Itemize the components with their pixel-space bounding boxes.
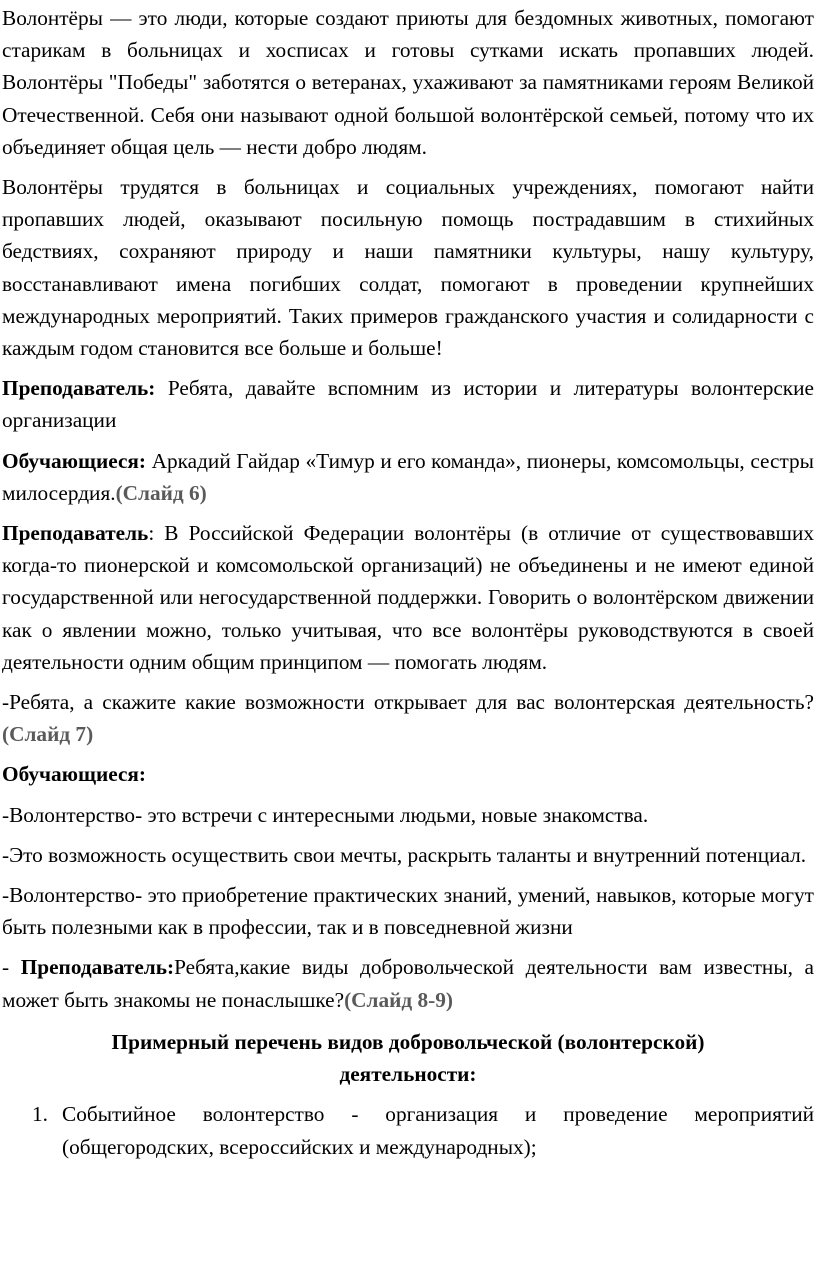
dash-prefix: -: [2, 955, 21, 980]
dialogue-teacher-1: [2, 372, 814, 436]
list-item-number: 1.: [32, 1102, 48, 1127]
intro-paragraph: Волонтёры — это люди, которые создают приюты для бездомных животных, помогают старикам в больницах и хосписах и готовы сутками искать пропавших людей. Волонтёры "Победы" заботятся о ветеранах, ухаживают за памятниками героям Великой Отечественной. Себя они называют одной большой волонтёрской семьей, потому что их объединяет общая цель — нести добро людям.: [2, 6, 814, 159]
list-item-text: Событийное волонтерство - организация и проведение мероприятий (общегородских, всероссийских и международных);: [62, 1102, 814, 1159]
slide-reference: (Слайд 7): [2, 722, 94, 747]
slide-reference: (Слайд 6): [115, 480, 207, 505]
speaker-label: Преподаватель:: [2, 376, 156, 401]
answer-2: -Это возможность осуществить свои мечты, раскрыть таланты и внутренний потенциал.: [2, 842, 807, 867]
speaker-label: Преподаватель:: [20, 955, 175, 980]
speaker-label: Преподаватель: [2, 521, 149, 546]
dialogue-teacher-3: [2, 951, 814, 1015]
section-heading: Примерный перечень видов добровольческой (волонтерской) деятельности:: [111, 1029, 705, 1087]
answer-3: -Волонтерство- это приобретение практических знаний, умений, навыков, которые могут быть полезными как в профессии, так и в повседневной жизни: [2, 883, 814, 940]
dialogue-text: : В Российской Федерации волонтёры (в отличие от существовавших когда-то пионерской и комсомольской организаций) не объединены и не имеют единой государственной или негосударственной поддержки. Говорить о волонтёрском движении как о явлении можно, только учитывая, что все волонтёры руководствуются в своей деятельности одним общим принципом — помогать людям.: [2, 521, 814, 674]
dialogue-students-1: [2, 445, 814, 509]
dialogue-teacher-2: [2, 517, 814, 678]
dialogue-students-2: [2, 758, 814, 790]
list-item: [2, 1098, 814, 1162]
activity-list: [2, 1098, 814, 1162]
dialogue-text: Ребята,какие виды добровольческой деятельности вам известны, а может быть знакомы не понаслышке?: [2, 955, 814, 1012]
question-paragraph: [2, 686, 814, 750]
dialogue-text: Ребята, давайте вспомним из истории и литературы волонтерские организации: [2, 376, 814, 433]
dialogue-text: Аркадий Гайдар «Тимур и его команда», пионеры, комсомольцы, сестры милосердия.: [2, 448, 814, 505]
speaker-label: Обучающиеся:: [2, 448, 147, 473]
question-text: -Ребята, а скажите какие возможности открывает для вас волонтерская деятельность?: [2, 690, 814, 715]
slide-reference: (Слайд 8-9): [344, 987, 453, 1012]
volunteer-work-paragraph: Волонтёры трудятся в больницах и социальных учреждениях, помогают найти пропавших людей, оказывают посильную помощь пострадавшим в стихийных бедствиях, сохраняют природу и наши памятники культуры, нашу культуру, восстанавливают имена погибших солдат, помогают в проведении крупнейших международных мероприятий. Таких примеров гражданского участия и солидарности с каждым годом становится все больше и больше!: [2, 175, 814, 361]
answer-1: -Волонтерство- это встречи с интересными людьми, новые знакомства.: [2, 802, 649, 827]
speaker-label: Обучающиеся:: [2, 762, 147, 787]
